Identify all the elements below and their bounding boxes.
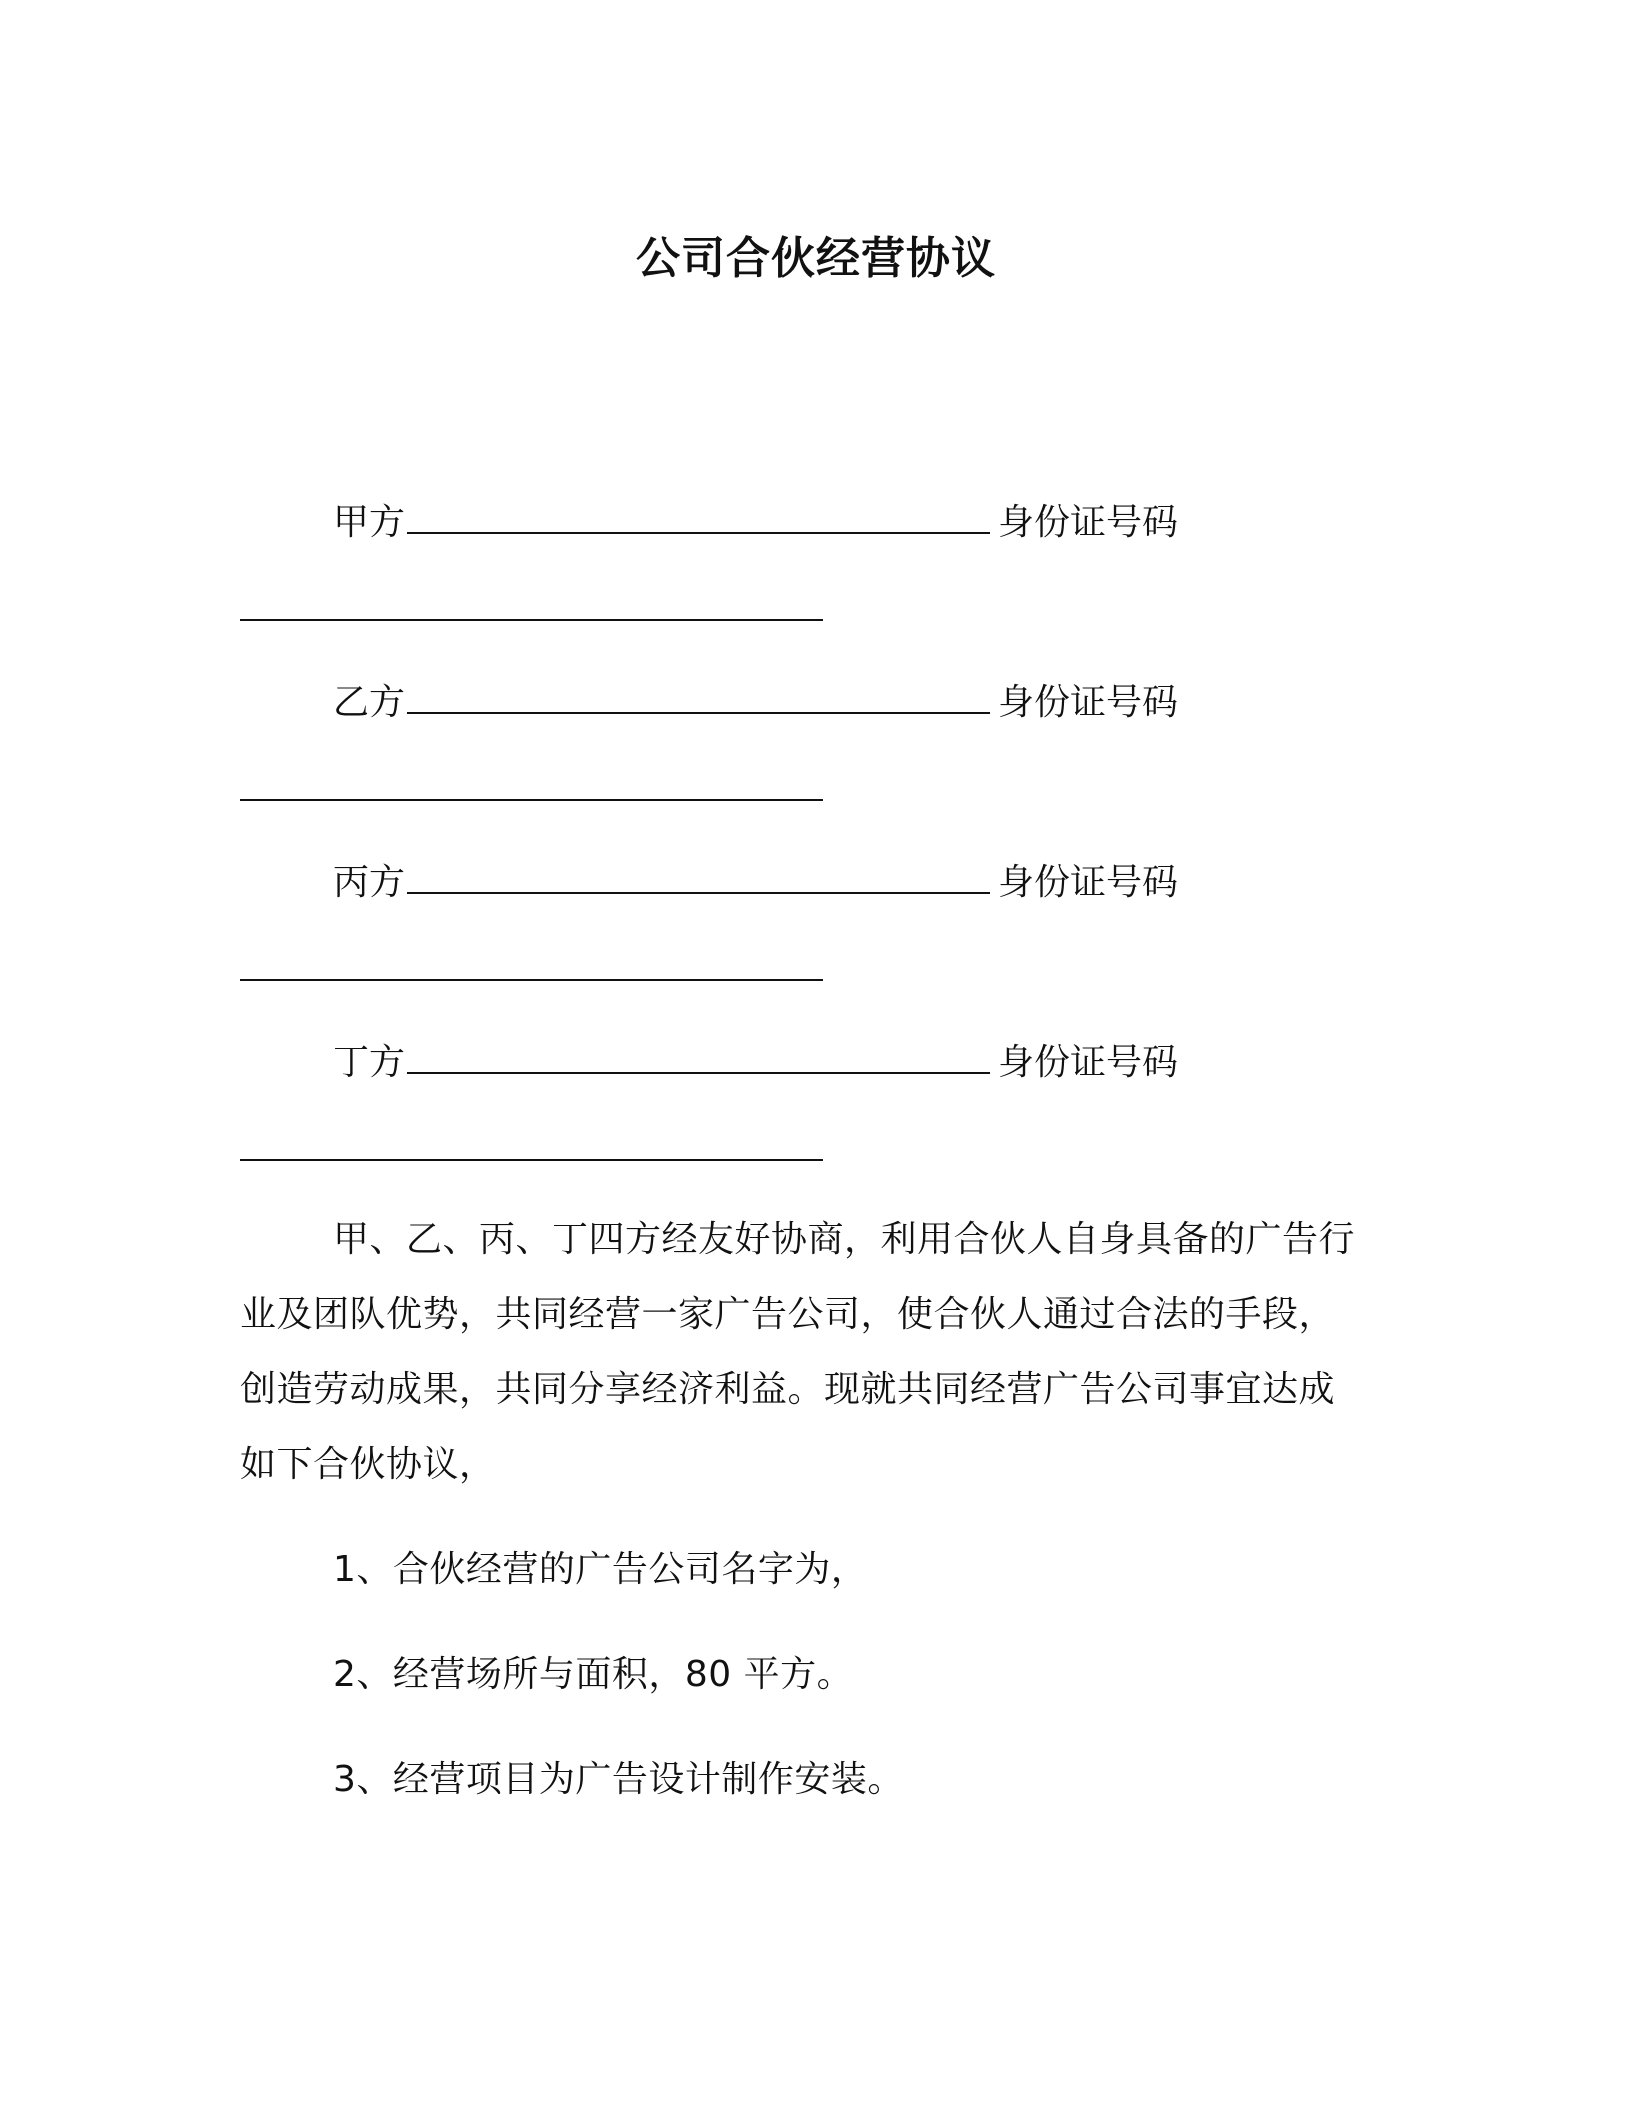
intro-line-3: 创造劳动成果，共同分享经济利益。现就共同经营广告公司事宜达成 [240,1369,1336,1410]
id-label: 身份证号码 [998,1042,1179,1083]
clause-3: 3、经营项目为广告设计制作安装。 [333,1759,904,1800]
document-title: 公司合伙经营协议 [636,233,996,284]
id-label: 身份证号码 [998,862,1179,903]
id-number-blank [240,619,823,621]
clause-2: 2、经营场所与面积，80 平方。 [333,1654,854,1695]
id-number-blank [240,799,823,801]
intro-line-4: 如下合伙协议， [240,1444,496,1485]
party-row-yi [333,676,1178,727]
id-number-blank [240,1159,823,1161]
intro-line-1: 甲、乙、丙、丁四方经友好协商，利用合伙人自身具备的广告行 [333,1219,1356,1260]
clause-1: 1、合伙经营的广告公司名字为， [333,1549,868,1590]
id-label: 身份证号码 [998,502,1179,543]
party-name: 丁方 [333,1042,406,1083]
party-name: 丙方 [333,862,406,903]
id-number-blank [240,979,823,981]
id-label: 身份证号码 [998,682,1179,723]
party-name: 甲方 [333,502,406,543]
party-name-blank [407,856,990,894]
party-name-blank [407,676,990,714]
party-name-blank [407,1036,990,1074]
intro-line-2: 业及团队优势，共同经营一家广告公司，使合伙人通过合法的手段， [240,1294,1336,1335]
party-name-blank [407,496,990,534]
party-name: 乙方 [333,682,406,723]
party-row-bing [333,856,1178,907]
party-row-ding [333,1036,1178,1087]
party-row-jia [333,496,1178,547]
